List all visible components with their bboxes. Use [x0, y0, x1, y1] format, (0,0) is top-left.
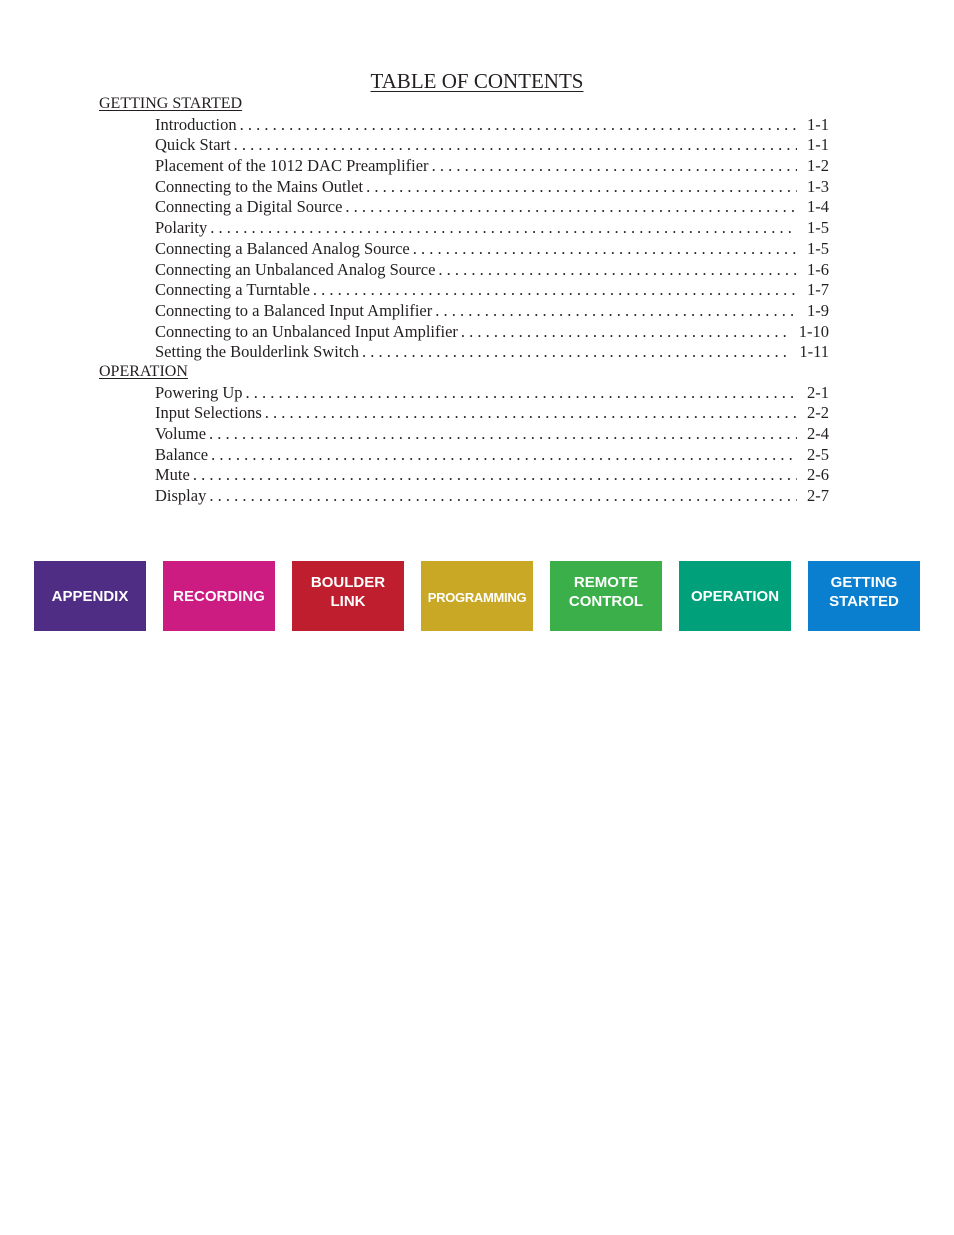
dot-leader — [265, 403, 797, 424]
tab-operation[interactable] — [679, 561, 791, 631]
toc-entry[interactable] — [155, 342, 829, 363]
tab-getting-started[interactable] — [808, 561, 920, 631]
toc-entry-title: Powering Up — [155, 382, 243, 402]
toc-entry-page-number: 2-5 — [807, 444, 829, 464]
toc-entry[interactable] — [155, 197, 829, 218]
toc-entry-page-number: 1-9 — [807, 300, 829, 320]
section-heading[interactable]: OPERATION — [99, 363, 188, 380]
toc-entry[interactable] — [155, 260, 829, 281]
toc-entry[interactable] — [155, 239, 829, 260]
toc-entry-page-number: 2-7 — [807, 486, 829, 506]
toc-entry-page-number: 1-2 — [807, 156, 829, 176]
toc-entry-title: Setting the Boulderlink Switch — [155, 342, 359, 362]
page-title-text: TABLE OF CONTENTS — [370, 69, 584, 93]
toc-entry[interactable] — [155, 322, 829, 343]
toc-entry-title: Connecting a Balanced Analog Source — [155, 238, 410, 258]
toc-entry-title: Mute — [155, 465, 190, 485]
dot-leader — [438, 260, 797, 281]
dot-leader — [240, 115, 797, 136]
toc-entry[interactable] — [155, 383, 829, 404]
toc-entry-title: Polarity — [155, 218, 208, 238]
toc-section-operation — [99, 362, 829, 507]
toc-entry-page-number: 2-4 — [807, 424, 829, 444]
toc-entry-page-number: 1-1 — [807, 114, 829, 134]
tab-label: APPENDIX — [51, 588, 129, 605]
toc-entry-title: Placement of the 1012 DAC Preamplifier — [155, 156, 429, 176]
dot-leader — [234, 135, 797, 156]
tab-label: GETTING STARTED — [829, 574, 899, 610]
toc-entry-title: Balance — [155, 444, 209, 464]
page-title — [0, 66, 954, 96]
toc-entry[interactable] — [155, 424, 829, 445]
toc-entry-page-number: 2-6 — [807, 465, 829, 485]
dot-leader — [246, 383, 797, 404]
toc-entry-title: Display — [155, 486, 207, 506]
section-tab-bar — [34, 561, 920, 631]
toc-entry-title: Quick Start — [155, 135, 231, 155]
toc-entry[interactable] — [155, 135, 829, 156]
toc-entry[interactable] — [155, 301, 829, 322]
section-heading[interactable]: GETTING STARTED — [99, 95, 243, 112]
toc-entry-page-number: 1-1 — [807, 135, 829, 155]
dot-leader — [461, 322, 791, 343]
toc-entry[interactable] — [155, 465, 829, 486]
tab-recording[interactable] — [163, 561, 275, 631]
tab-label: PROGRAMMING — [427, 590, 527, 605]
toc-entry-page-number: 1-10 — [798, 321, 829, 341]
toc-entry[interactable] — [155, 218, 829, 239]
toc-entry[interactable] — [155, 280, 829, 301]
dot-leader — [210, 218, 797, 239]
toc-entry[interactable] — [155, 445, 829, 466]
dot-leader — [366, 177, 797, 198]
toc-entry-page-number: 1-4 — [807, 197, 829, 217]
toc-entry-title: Input Selections — [155, 403, 262, 423]
toc-entry[interactable] — [155, 403, 829, 424]
toc-entry-title: Connecting a Turntable — [155, 280, 310, 300]
dot-leader — [413, 239, 797, 260]
toc-entry-title: Volume — [155, 424, 207, 444]
toc-section-getting-started — [99, 94, 829, 363]
toc-entry[interactable] — [155, 486, 829, 507]
toc-entry-page-number: 1-6 — [807, 259, 829, 279]
toc-entry[interactable] — [155, 115, 829, 136]
toc-entry-title: Connecting to the Mains Outlet — [155, 176, 364, 196]
dot-leader — [209, 486, 797, 507]
toc-entry-title: Connecting a Digital Source — [155, 197, 343, 217]
tab-appendix[interactable] — [34, 561, 146, 631]
dot-leader — [313, 280, 797, 301]
toc-entry-page-number: 2-1 — [807, 382, 829, 402]
dot-leader — [345, 197, 797, 218]
dot-leader — [435, 301, 797, 322]
dot-leader — [362, 342, 791, 363]
tab-label: REMOTE CONTROL — [568, 574, 644, 610]
dot-leader — [432, 156, 797, 177]
toc-entry-title: Connecting an Unbalanced Analog Source — [155, 259, 436, 279]
toc-entry-page-number: 2-2 — [807, 403, 829, 423]
tab-remote-control[interactable] — [550, 561, 662, 631]
tab-label: RECORDING — [173, 588, 265, 605]
toc-entry-page-number: 1-5 — [807, 218, 829, 238]
toc-entry-page-number: 1-3 — [807, 176, 829, 196]
toc-entry[interactable] — [155, 177, 829, 198]
toc-entry-page-number: 1-7 — [807, 280, 829, 300]
toc-entry-page-number: 1-5 — [807, 238, 829, 258]
toc-entry-title: Connecting to an Unbalanced Input Amplifier — [155, 321, 458, 341]
toc-entry[interactable] — [155, 156, 829, 177]
tab-programming[interactable] — [421, 561, 533, 631]
dot-leader — [193, 465, 797, 486]
toc-entry-title: Connecting to a Balanced Input Amplifier — [155, 300, 433, 320]
tab-label: BOULDER LINK — [310, 574, 386, 610]
toc-entry-page-number: 1-11 — [799, 342, 829, 362]
tab-label: OPERATION — [690, 588, 780, 605]
dot-leader — [211, 445, 797, 466]
toc-entry-title: Introduction — [155, 114, 237, 134]
dot-leader — [209, 424, 797, 445]
tab-boulder-link[interactable] — [292, 561, 404, 631]
